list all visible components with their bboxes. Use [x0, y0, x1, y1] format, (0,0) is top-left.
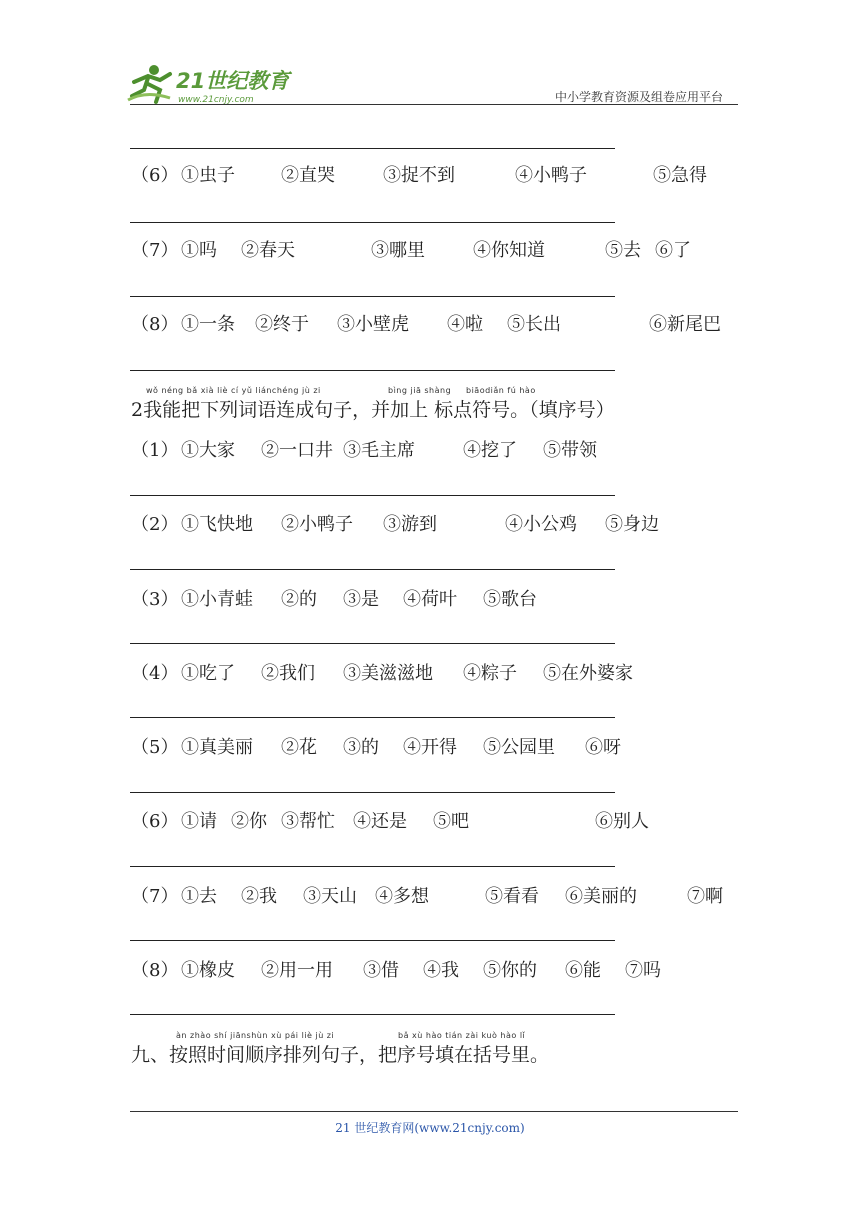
option: ③天山: [303, 886, 357, 907]
question-number: （7）: [131, 240, 179, 261]
option: ⑤吧: [433, 811, 469, 832]
question-number: （8）: [131, 960, 179, 981]
question-number: （6）: [131, 811, 179, 832]
question-row: [131, 807, 649, 833]
option: ②我: [241, 886, 277, 907]
option: ⑥新尾巴: [649, 314, 721, 335]
option: ①真美丽: [181, 737, 253, 758]
option: ④我: [423, 960, 459, 981]
option: ③游到: [383, 514, 437, 535]
answer-line: [130, 1014, 615, 1015]
question-number: （1）: [131, 440, 179, 461]
answer-line: [130, 148, 615, 149]
option: ①请: [181, 811, 217, 832]
option: ⑤公园里: [483, 737, 555, 758]
option: ④荷叶: [403, 589, 457, 610]
option: ⑤看看: [485, 886, 539, 907]
site-logo: [126, 60, 296, 106]
question-row: [131, 161, 707, 187]
answer-line: [130, 569, 615, 570]
option: ⑥别人: [595, 811, 649, 832]
question-row: [131, 956, 661, 982]
pinyin-annotation: àn zhào shí jiānshùn xù pái liè jù zi: [176, 1031, 335, 1040]
question-number: （2）: [131, 514, 179, 535]
option: ②小鸭子: [281, 514, 353, 535]
section-heading: 2我能把下列词语连成句子，并加上 标点符号。（填序号）: [131, 399, 615, 421]
answer-line: [130, 940, 615, 941]
question-row: [131, 510, 659, 536]
option: ①大家: [181, 440, 235, 461]
answer-line: [130, 866, 615, 867]
question-row: [131, 236, 691, 262]
option: ②直哭: [281, 165, 335, 186]
question-number: （3）: [131, 589, 179, 610]
option: ②一口井: [261, 440, 333, 461]
footer-site-link[interactable]: 21 世纪教育网(www.21cnjy.com): [335, 1121, 525, 1135]
answer-line: [130, 717, 615, 718]
option: ②春天: [241, 240, 295, 261]
answer-line: [130, 370, 615, 371]
option: ④多想: [375, 886, 429, 907]
question-row: [131, 436, 597, 462]
option: ③帮忙: [281, 811, 335, 832]
option: ④还是: [353, 811, 407, 832]
option: ②的: [281, 589, 317, 610]
pinyin-annotation: bǎ xù hào tián zài kuò hào lǐ: [398, 1031, 526, 1040]
answer-line: [130, 643, 615, 644]
logo-text: 21世纪教育: [176, 69, 290, 93]
option: ⑤长出: [507, 314, 561, 335]
option: ①橡皮: [181, 960, 235, 981]
option: ⑥能: [565, 960, 601, 981]
option: ③小壁虎: [337, 314, 409, 335]
pinyin-annotation: biāodiǎn fú hào: [466, 386, 536, 395]
logo-url: www.21cnjy.com: [178, 95, 254, 105]
question-row: [131, 310, 721, 336]
section-heading: 九、按照时间顺序排列句子，把序号填在括号里。: [131, 1044, 550, 1066]
answer-line: [130, 222, 615, 223]
option: ⑥呀: [585, 737, 621, 758]
option: ③哪里: [371, 240, 425, 261]
option: ⑤身边: [605, 514, 659, 535]
question-row: [131, 659, 633, 685]
option: ③借: [363, 960, 399, 981]
option: ④开得: [403, 737, 457, 758]
option: ④挖了: [463, 440, 517, 461]
pinyin-annotation: bìng jiā shàng: [388, 386, 452, 395]
option: ⑥美丽的: [565, 886, 637, 907]
option: ②你: [231, 811, 267, 832]
site-name: 中小学教育资源及组卷应用平台: [554, 90, 723, 104]
option: ④小公鸡: [505, 514, 577, 535]
option: ⑤你的: [483, 960, 537, 981]
option: ⑤带领: [543, 440, 597, 461]
option: ⑤去: [605, 240, 641, 261]
option: ③美滋滋地: [343, 663, 433, 684]
question-number: （8）: [131, 314, 179, 335]
answer-line: [130, 495, 615, 496]
option: ⑥了: [655, 240, 691, 261]
running-figure-icon: [128, 65, 170, 102]
question-number: （7）: [131, 886, 179, 907]
question-row: [131, 585, 537, 611]
option: ①吗: [181, 240, 217, 261]
option: ③是: [343, 589, 379, 610]
option: ①飞快地: [181, 514, 253, 535]
pinyin-annotation: wǒ néng bǎ xià liè cí yǔ liánchéng jù zi: [146, 386, 321, 395]
option: ⑤歌台: [483, 589, 537, 610]
option: ④小鸭子: [515, 165, 587, 186]
option: ⑦啊: [687, 886, 723, 907]
question-row: [131, 882, 723, 908]
header-divider: [130, 104, 738, 105]
answer-line: [130, 792, 615, 793]
option: ②用一用: [261, 960, 333, 981]
option: ③毛主席: [343, 440, 415, 461]
answer-line: [130, 296, 615, 297]
question-number: （4）: [131, 663, 179, 684]
option: ③的: [343, 737, 379, 758]
option: ③捉不到: [383, 165, 455, 186]
option: ①虫子: [181, 165, 235, 186]
option: ②花: [281, 737, 317, 758]
option: ①吃了: [181, 663, 235, 684]
option: ①一条: [181, 314, 235, 335]
option: ②我们: [261, 663, 315, 684]
question-number: （5）: [131, 737, 179, 758]
footer-divider: [130, 1111, 738, 1112]
option: ④你知道: [473, 240, 545, 261]
option: ④啦: [447, 314, 483, 335]
option: ②终于: [255, 314, 309, 335]
question-number: （6）: [131, 165, 179, 186]
option: ⑤在外婆家: [543, 663, 633, 684]
question-row: [131, 733, 621, 759]
option: ⑤急得: [653, 165, 707, 186]
option: ①小青蛙: [181, 589, 253, 610]
option: ①去: [181, 886, 217, 907]
option: ④粽子: [463, 663, 517, 684]
option: ⑦吗: [625, 960, 661, 981]
